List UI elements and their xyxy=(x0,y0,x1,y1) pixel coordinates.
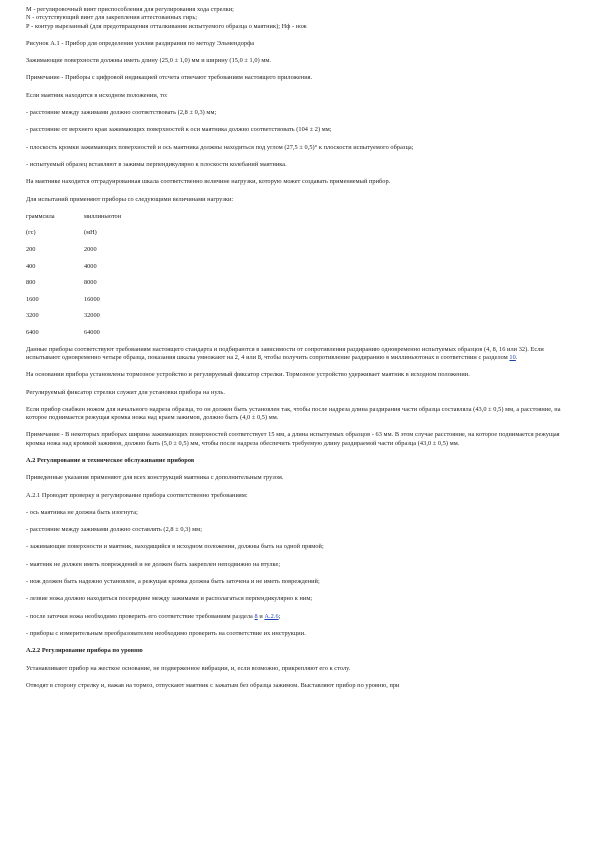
bullet-item: - маятник не должен иметь повреждений и не должен быть закреплен неподвижно на втулке; xyxy=(26,560,281,568)
bullet-item: - нож должен быть надежно установлен, а режущая кромка должна быть заточена и не иметь повреждений; xyxy=(26,578,320,586)
paragraph-text: . xyxy=(515,353,518,361)
legend-line: N - отсутствующий винт для закрепления аттестованных гирь; xyxy=(26,14,198,22)
bullet-item: - расстояние между зажимами должно составлять (2,8 ± 0,3) мм; xyxy=(26,526,203,534)
bullet-item: - расстояние от верхнего края зажимающих поверхностей к оси маятника должно соответствовать (104 ± 2) мм; xyxy=(26,126,332,134)
paragraph-devices-intro: Для испытаний применяют приборы со следующими величинами нагрузки: xyxy=(26,195,234,203)
bullet-text: и xyxy=(257,612,265,620)
paragraph-surfaces: Зажимающие поверхности должны иметь длину (25,0 ± 1,0) мм и ширину (15,0 ± 1,0) мм. xyxy=(26,57,272,65)
paragraph-scale: На маятнике находится отградуированная шкала соответственно величине нагрузки, которую может создавать применяемый прибор. xyxy=(26,178,391,186)
paragraph-a2-intro: Приведенные указания применяют для всех конструкций маятника с дополнительным грузом. xyxy=(26,474,284,482)
table-header-cell: миллиньютон xyxy=(84,212,122,220)
paragraph-fixator: Регулируемый фиксатор стрелки служит для установки прибора на нуль. xyxy=(26,388,225,396)
table-cell: 400 xyxy=(26,262,36,270)
table-unit-cell: (гс) xyxy=(26,229,36,237)
table-cell: 32000 xyxy=(84,312,100,320)
figure-caption: Рисунок А.1 - Прибор для определения усилия раздирания по методу Эльмендорфа xyxy=(26,39,255,47)
table-header-row xyxy=(26,213,164,230)
table-row xyxy=(26,329,164,346)
table-header-cell: граммсила xyxy=(26,212,55,220)
bullet-text: ; xyxy=(278,612,281,620)
document-page xyxy=(26,6,571,690)
table-cell: 1600 xyxy=(26,295,39,303)
section-link-10[interactable]: 10 xyxy=(509,353,516,361)
bullet-item: - зажимающие поверхности и маятник, находящийся в исходном положении, должны быть на одной прямой; xyxy=(26,543,324,551)
table-cell: 3200 xyxy=(26,312,39,320)
bullet-item: - лезвие ножа должно находиться посередине между зажимами и располагаться перпендикулярно к ним; xyxy=(26,595,313,603)
table-cell: 8000 xyxy=(84,279,97,287)
paragraph-a22: Устанавливают прибор на жесткое основание, не подверженное вибрации, и, если возможно, прикрепляют его к столу. xyxy=(26,664,351,672)
table-units-row xyxy=(26,229,164,246)
paragraph-initial-position: Если маятник находится в исходном положении, то: xyxy=(26,91,168,99)
note-knife-width: Примечание - В некоторых приборах ширина зажимающих поверхностей соответствует 15 мм, а длина испытуемых образцов - 63 мм. В этом случае расстояние, на которое поднимается режущая кромка ножа над кромкой зажимов, должно быть (5,0 ± 0,5) мм, чтобы после надреза обеспечить требуемую длину раздираемой части образца (43,0 ± 0,5) мм. xyxy=(26,431,560,447)
table-cell: 6400 xyxy=(26,329,39,337)
bullet-item: - приборы с измерительным преобразователем необходимо проверить на соответствие их инструкции. xyxy=(26,629,306,637)
bullet-item: - ось маятника не должна быть изогнута; xyxy=(26,508,138,516)
load-table xyxy=(26,213,164,346)
table-cell: 64000 xyxy=(84,329,100,337)
table-cell: 2000 xyxy=(84,246,97,254)
section-heading-a22: А.2.2 Регулирование прибора по уровню xyxy=(26,647,143,655)
note-digital: Примечание - Приборы с цифровой индикацией отсчета отвечают требованиям настоящего приложения. xyxy=(26,74,313,82)
section-link-a26[interactable]: А.2.6 xyxy=(264,612,279,620)
table-row xyxy=(26,279,164,296)
table-row xyxy=(26,246,164,263)
table-cell: 16000 xyxy=(84,295,100,303)
bullet-item: - испытуемый образец вставляют в зажимы перпендикулярно к плоскости колебаний маятника. xyxy=(26,160,287,168)
paragraph-correspond xyxy=(26,346,571,363)
paragraph-brake: На основании прибора установлены тормозное устройство и регулируемый фиксатор стрелки. Тормозное устройство удерживает маятник в исходном положении. xyxy=(26,371,470,379)
bullet-item: - расстояние между зажимами должно соответствовать (2,8 ± 0,3) мм; xyxy=(26,109,217,117)
section-heading-a21: А.2.1 Проводят проверку и регулирование прибора соответственно требованиям: xyxy=(26,491,248,499)
table-cell: 4000 xyxy=(84,262,97,270)
bullet-text: - после заточки ножа необходимо проверить его соответствие требованиям раздела xyxy=(26,612,255,620)
paragraph-last: Отводят в сторону стрелку и, нажав на тормоз, отпускают маятник с зажатым без образца зажимом. Выставляют прибор по уровню, при xyxy=(26,681,400,689)
table-row xyxy=(26,263,164,280)
section-link-8[interactable]: 8 xyxy=(254,612,258,620)
table-unit-cell: (мН) xyxy=(84,229,97,237)
bullet-item xyxy=(26,613,571,621)
table-cell: 800 xyxy=(26,279,36,287)
paragraph-knife: Если прибор снабжен ножом для начального надреза образца, то он должен быть установлен так, чтобы после надреза длина раздирания части образца составляла (43,0 ± 0,5) мм, а расстояние, на которое поднимается режущая кромка ножа над краем зажимов, должно быть (4,0 ± 0,5) мм. xyxy=(26,405,561,422)
table-row xyxy=(26,312,164,329)
section-heading-a2: А.2 Регулирование и техническое обслуживание приборов xyxy=(26,456,195,464)
table-cell: 200 xyxy=(26,246,36,254)
bullet-item: - плоскость кромки зажимающих поверхностей и ось маятника должны находиться под углом (27,5 ± 0,5)° к плоскости испытуемого образца; xyxy=(26,143,414,151)
table-row xyxy=(26,296,164,313)
legend-line: Р - контур вырезанный (для предотвращения отталкивания испытуемого образца о маятник); Нф - нож xyxy=(26,22,307,30)
legend-line: М - регулировочный винт приспособления для регулирования хода стрелки; xyxy=(26,6,234,13)
paragraph-text: Данные приборы соответствуют требованиям настоящего стандарта и подбираются в зависимости от сопротивления раздиранию одновременно испытуемых образцов (4, 8, 16 или 32). Если испытывают одновременно четыре образца, показания шкалы умножают на 2, 4 или 8, чтобы получить сопротивление раздиранию в миллиньютонах в соответствии с разделом xyxy=(26,345,544,361)
